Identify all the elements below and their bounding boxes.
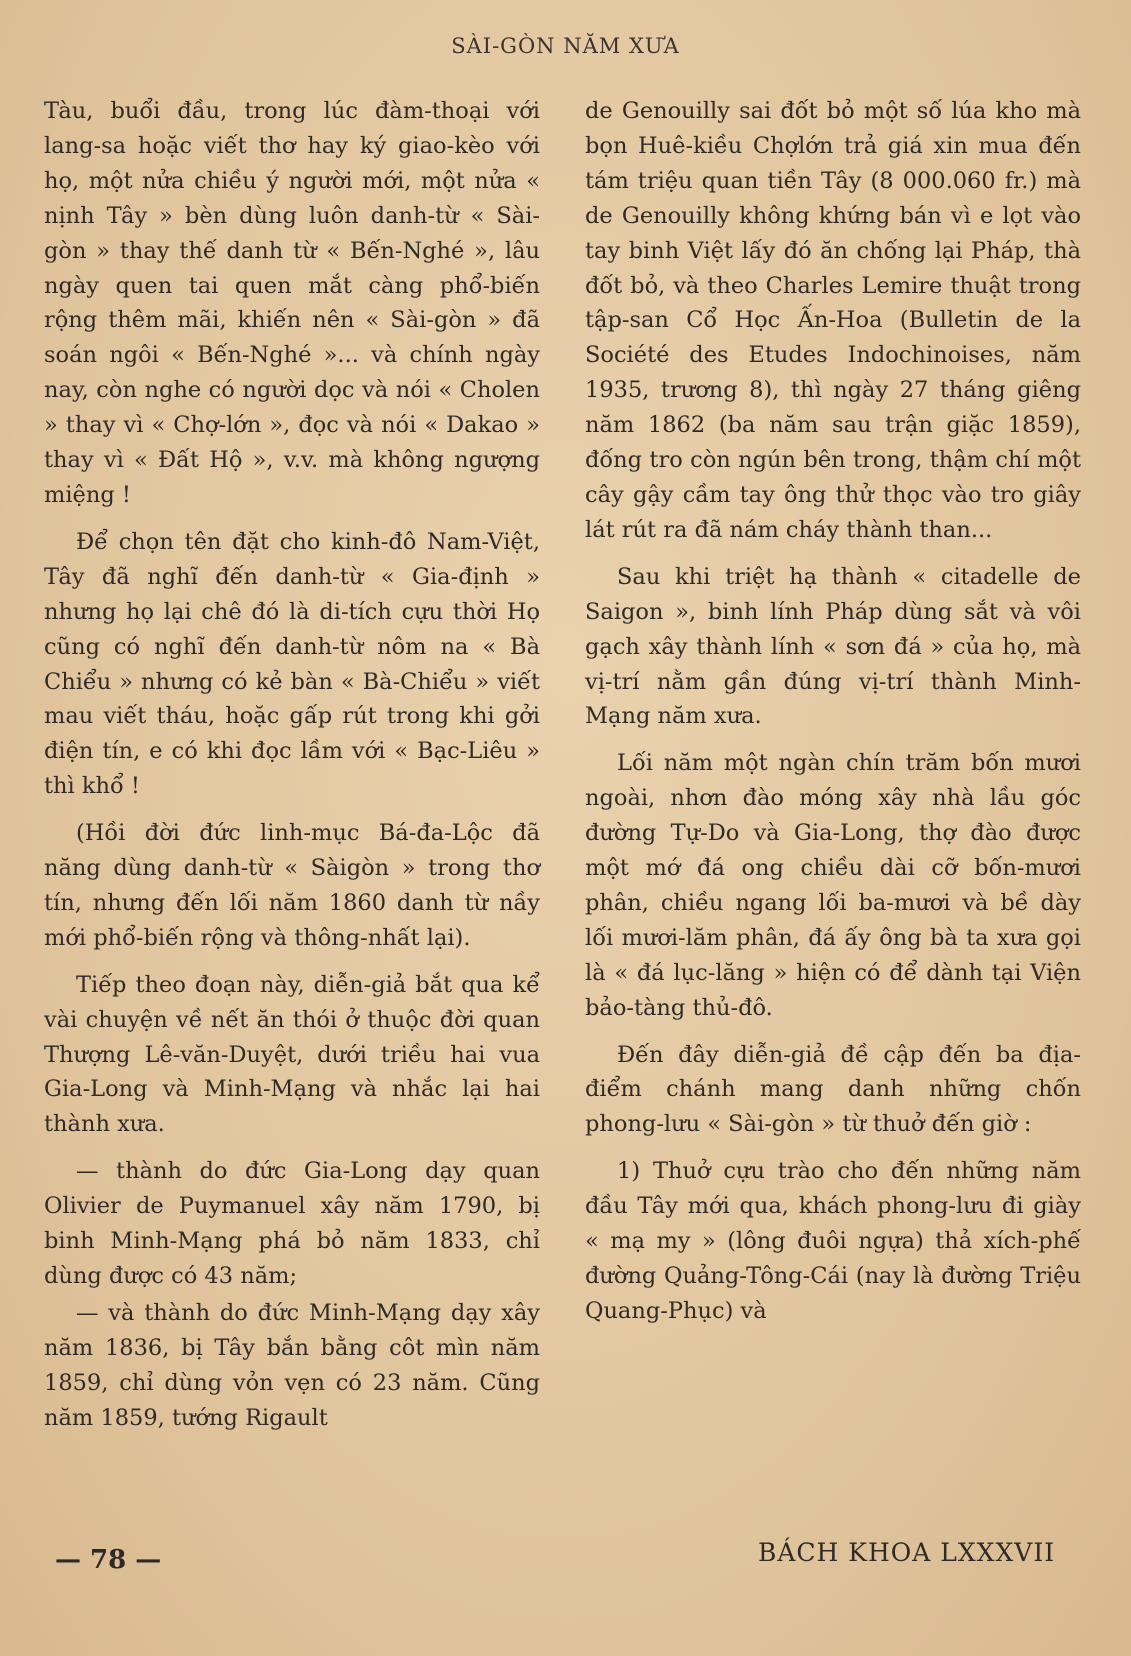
page-number: — 78 — bbox=[55, 1545, 162, 1575]
paragraph: (Hồi đời đức linh-mục Bá-đa-Lộc đã năng dùng danh-từ « Sàigòn » trong thơ tín, nhưng đến lối năm 1860 danh từ nầy mới phổ-biến rộng và thông-nhất lại). bbox=[44, 820, 540, 951]
paragraph: 1) Thuở cựu trào cho đến những năm đầu Tây mới qua, khách phong-lưu đi giày « mạ my » (lông đuôi ngựa) thả xích-phế đường Quảng-Tông-Cái (nay là đường Triệu Quang-Phục) và bbox=[585, 1158, 1081, 1324]
paragraph: — thành do đức Gia-Long dạy quan Olivier de Puymanuel xây năm 1790, bị binh Minh-Mạng phá bỏ năm 1833, chỉ dùng được có 43 năm; bbox=[44, 1158, 540, 1289]
paragraph: Tàu, buổi đầu, trong lúc đàm-thoại với lang-sa hoặc viết thơ hay ký giao-kèo với họ, một nửa chiều ý người mới, một nửa « nịnh Tây » bèn dùng luôn danh-từ « Sài-gòn » thay thế danh từ « Bến-Nghé », lâu ngày quen tai quen mắt càng phổ-biến rộng thêm mãi, khiến nên « Sài-gòn » đã soán ngôi « Bến-Nghé »... và chính ngày nay, còn nghe có người dọc và nói « Cholen » thay vì « Chợ-lớn », đọc và nói « Dakao » thay vì « Đất Hộ », v.v. mà không ngượng miệng ! bbox=[44, 98, 540, 508]
paragraph: Đến đây diễn-giả đề cập đến ba địa-điểm chánh mang danh những chốn phong-lưu « Sài-gòn » từ thuở đến giờ : bbox=[585, 1041, 1081, 1138]
journal-title: BÁCH KHOA LXXXVII bbox=[758, 1538, 1056, 1567]
paragraph: Tiếp theo đoạn này, diễn-giả bắt qua kể vài chuyện về nết ăn thói ở thuộc đời quan Thượng Lê-văn-Duyệt, dưới triều hai vua Gia-Long và Minh-Mạng và nhắc lại hai thành xưa. bbox=[44, 971, 540, 1138]
paragraph: Để chọn tên đặt cho kinh-đô Nam-Việt, Tây đã nghĩ đến danh-từ « Gia-định » nhưng họ lại chê đó là di-tích cựu thời Họ cũng có nghĩ đến danh-từ nôm na « Bà Chiểu » nhưng có kẻ bàn « Bà-Chiểu » viết mau viết tháu, hoặc gấp rút trong khi gởi điện tín, e có khi đọc lầm với « Bạc-Liêu » thì khổ ! bbox=[44, 528, 540, 800]
paragraph: de Genouilly sai đốt bỏ một số lúa kho mà bọn Huê-kiều Chợlớn trả giá xin mua đến tám triệu quan tiền Tây (8 000.060 fr.) mà de Genouilly không khứng bán vì e lọt vào tay binh Việt lấy đó ăn chống lại Pháp, thà đốt bỏ, và theo Charles Lemire thuật trong tập-san Cổ Học Ấn-Hoa (Bulletin de la Société des Etudes Indochinoises, năm 1935, trương 8), thì ngày 27 tháng giêng năm 1862 (ba năm sau trận giặc 1859), đống tro còn ngún bên trong, thậm chí một cây gậy cầm tay ông thử thọc vào tro giây lát rút ra đã nám cháy thành than... bbox=[585, 98, 1081, 543]
running-header: SÀI-GÒN NĂM XƯA bbox=[451, 34, 680, 58]
paragraph: Lối năm một ngàn chín trăm bốn mươi ngoài, nhơn đào móng xây nhà lầu góc đường Tự-Do và Gia-Long, thợ đào được một mớ đá ong chiều dài cỡ bốn-mươi phân, chiều ngang lối ba-mươi và bề dày lối mươi-lăm phân, đá ấy ông bà ta xưa gọi là « đá lục-lăng » hiện có để dành tại Viện bảo-tàng thủ-đô. bbox=[585, 750, 1081, 1021]
paragraph: — và thành do đức Minh-Mạng dạy xây năm 1836, bị Tây bắn bằng côt mìn năm 1859, chỉ dùng vỏn vẹn có 23 năm. Cũng năm 1859, tướng Rigault bbox=[44, 1299, 540, 1431]
paragraph: Sau khi triệt hạ thành « citadelle de Saigon », binh lính Pháp dùng sắt và vôi gạch xây thành lính « sơn đá » của họ, mà vị-trí nằm gần đúng vị-trí thành Minh-Mạng năm xưa. bbox=[585, 563, 1081, 730]
left-column bbox=[44, 94, 540, 1438]
right-column bbox=[585, 94, 1081, 1341]
